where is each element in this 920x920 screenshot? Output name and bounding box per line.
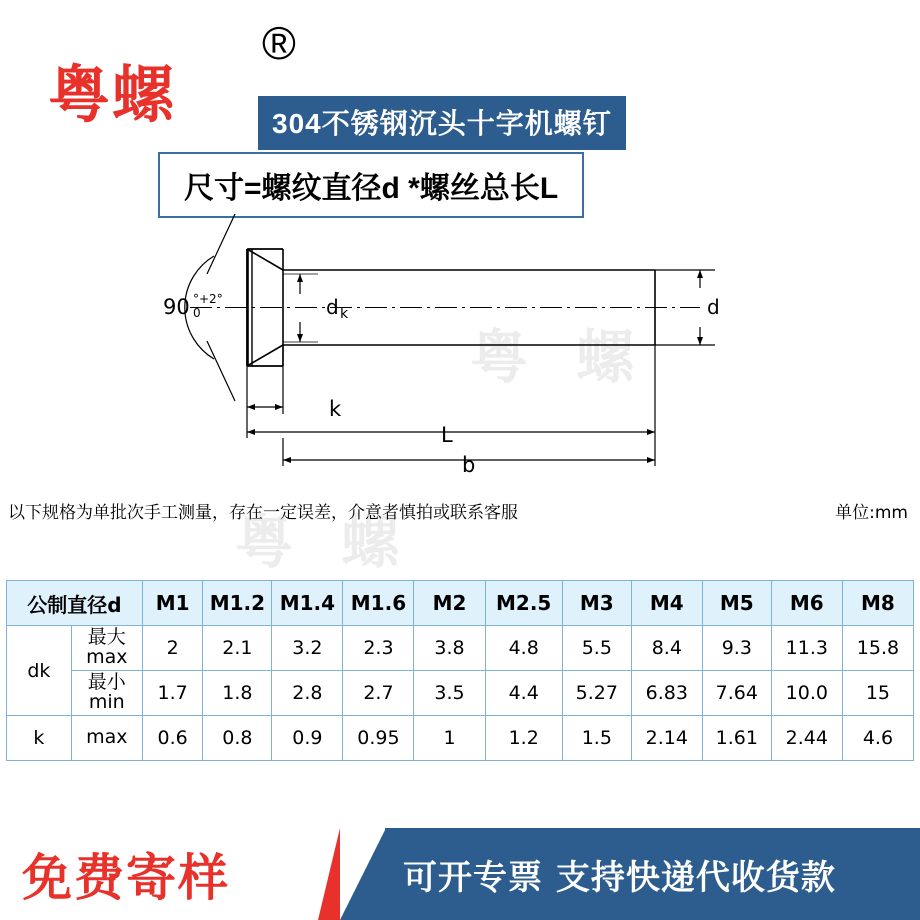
header-col-10: M8: [842, 581, 913, 626]
header-col-3: M1.6: [343, 581, 414, 626]
header-col-6: M3: [562, 581, 631, 626]
measurement-note-row: [0, 498, 920, 528]
footer-right-text: 可开专票 支持快递代收货款: [403, 857, 836, 898]
cell-value: 1.7: [142, 671, 203, 716]
cell-value: 1.5: [562, 716, 631, 761]
spec-table-head: [7, 581, 914, 626]
row-group-k: k: [7, 716, 72, 761]
L-label: L: [441, 423, 453, 447]
cell-value: 3.5: [414, 671, 485, 716]
cell-value: 1.61: [702, 716, 771, 761]
cell-value: 5.27: [562, 671, 631, 716]
cell-value: 8.4: [631, 626, 702, 671]
measurement-disclaimer: 以下规格为单批次手工测量，存在一定误差，介意者慎拍或联系客服: [8, 503, 518, 523]
header-col-8: M5: [702, 581, 771, 626]
cell-value: 15: [842, 671, 913, 716]
page-header: [0, 0, 920, 210]
cell-value: 2.14: [631, 716, 702, 761]
screw-drawing-svg: [0, 214, 920, 484]
cell-value: 7.64: [702, 671, 771, 716]
cell-value: 2.3: [343, 626, 414, 671]
cell-value: 1.8: [203, 671, 272, 716]
cell-value: 10.0: [771, 671, 842, 716]
row-sublabel-kmax: max: [71, 716, 142, 761]
watermark-text: 粤 螺: [235, 508, 414, 576]
footer-red-slash: [318, 828, 340, 920]
row-sublabel-cn: 最大: [87, 626, 126, 649]
row-sublabel-max: [71, 626, 142, 671]
cell-value: 0.9: [272, 716, 343, 761]
header-col-2: M1.4: [272, 581, 343, 626]
row-sublabel-en: min: [88, 691, 125, 713]
header-col-9: M6: [771, 581, 842, 626]
footer-blue-slash: [340, 828, 386, 920]
screw-technical-diagram: [0, 214, 920, 484]
cell-value: 15.8: [842, 626, 913, 671]
cell-value: 4.4: [485, 671, 562, 716]
spec-table: [6, 580, 914, 761]
cell-value: 5.5: [562, 626, 631, 671]
brand-logo: 粤螺: [48, 58, 177, 131]
unit-label: 单位:mm: [835, 503, 908, 523]
page-footer: [0, 828, 920, 920]
watermark-text: 粤 螺: [470, 323, 649, 391]
cell-value: 4.6: [842, 716, 913, 761]
product-title-banner: 304不锈钢沉头十字机螺钉: [258, 96, 626, 150]
dk-label: d: [326, 295, 339, 319]
table-row: [7, 626, 914, 671]
row-sublabel-cn: 最小: [87, 671, 126, 694]
spec-table-body: [7, 626, 914, 761]
row-group-dk: dk: [7, 626, 72, 716]
table-header-row: [7, 581, 914, 626]
header-col-5: M2.5: [485, 581, 562, 626]
k-label: k: [329, 397, 342, 421]
cell-value: 2.44: [771, 716, 842, 761]
angle-sub-label: 0: [193, 306, 201, 320]
row-sublabel-en: max: [86, 646, 128, 668]
footer-left-text: 免费寄样: [22, 849, 230, 907]
cell-value: 1: [414, 716, 485, 761]
header-col-1: M1.2: [203, 581, 272, 626]
cell-value: 3.2: [272, 626, 343, 671]
cell-value: 1.2: [485, 716, 562, 761]
cell-value: 0.8: [203, 716, 272, 761]
cell-value: 3.8: [414, 626, 485, 671]
cell-value: 4.8: [485, 626, 562, 671]
size-formula-box: 尺寸=螺纹直径d *螺丝总长L: [158, 152, 584, 218]
registered-trademark-icon: ®: [262, 17, 296, 69]
cell-value: 2: [142, 626, 203, 671]
dk-subscript-label: k: [340, 306, 349, 322]
table-row: [7, 671, 914, 716]
cell-value: 11.3: [771, 626, 842, 671]
d-label: d: [707, 295, 720, 319]
table-row: [7, 716, 914, 761]
cell-value: 2.1: [203, 626, 272, 671]
spec-table-wrapper: [6, 580, 914, 761]
cell-value: 2.7: [343, 671, 414, 716]
header-col-7: M4: [631, 581, 702, 626]
angle-sup-label: °+2°: [193, 292, 223, 306]
angle-label: 90: [163, 295, 190, 319]
cell-value: 9.3: [702, 626, 771, 671]
footer-invoice-banner: [385, 828, 920, 920]
header-diameter-label: 公制直径d: [7, 581, 143, 626]
header-col-4: M2: [414, 581, 485, 626]
header-col-0: M1: [142, 581, 203, 626]
cell-value: 6.83: [631, 671, 702, 716]
cell-value: 0.6: [142, 716, 203, 761]
cell-value: 0.95: [343, 716, 414, 761]
b-label: b: [462, 453, 476, 477]
cell-value: 2.8: [272, 671, 343, 716]
row-sublabel-min: [71, 671, 142, 716]
